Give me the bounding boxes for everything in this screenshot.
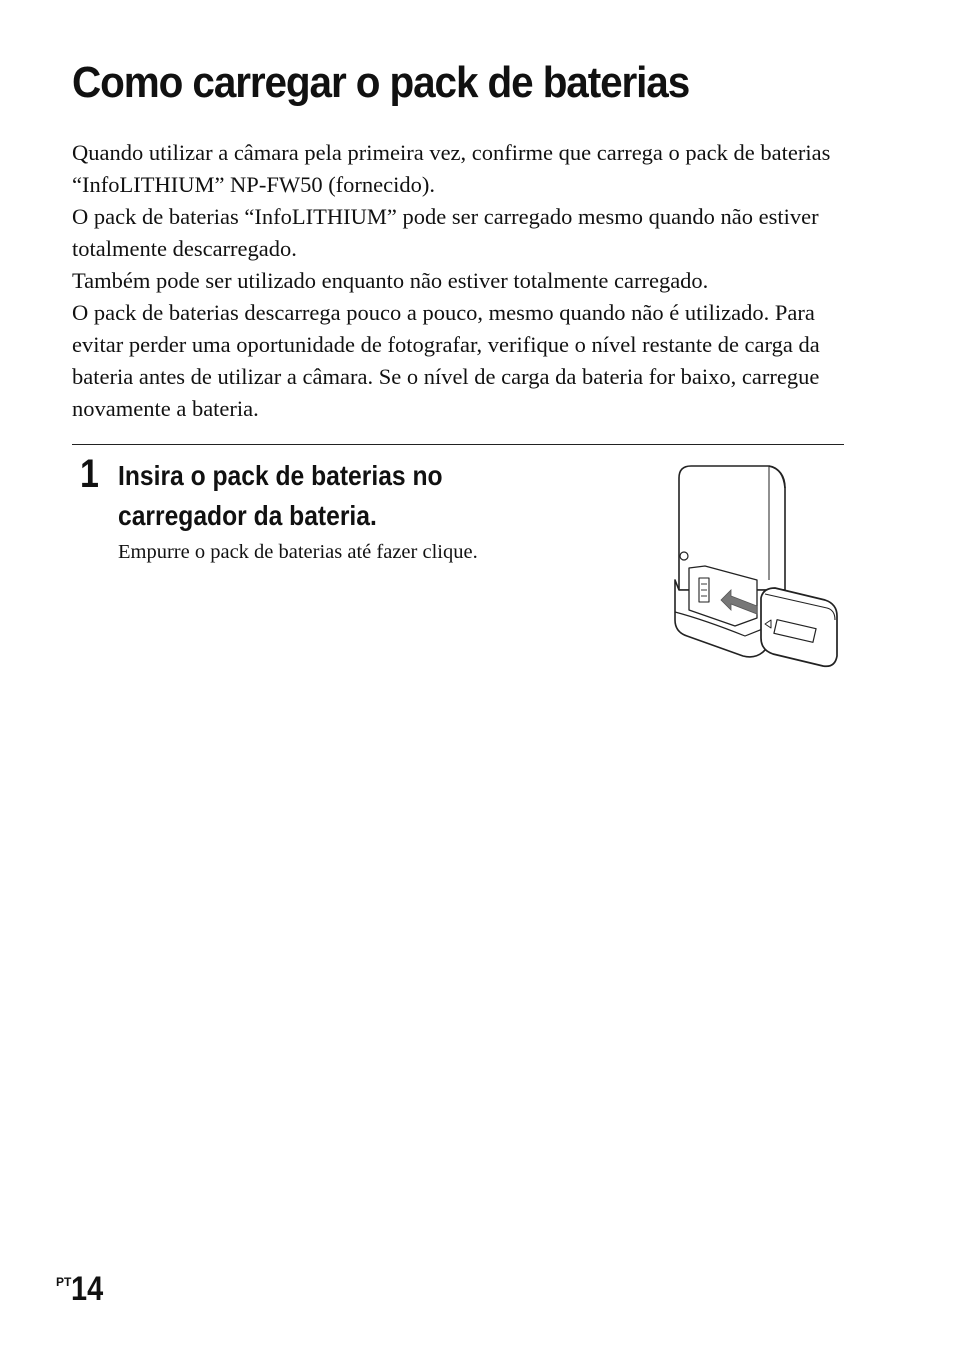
page-number-value: 14 — [71, 1270, 104, 1308]
intro-text — [72, 137, 862, 425]
page-title: Como carregar o pack de baterias — [72, 58, 690, 107]
intro-paragraph: O pack de baterias descarrega pouco a pouco, mesmo quando não é utilizado. Para evitar perder uma oportunidade de fotografar, verifique o nível restante de carga da bateria antes de utilizar a câmara. Se o nível de carga da bateria for baixo, carregue novamente a bateria. — [72, 300, 820, 421]
intro-paragraph: Quando utilizar a câmara pela primeira vez, confirme que carrega o pack de baterias “InfoLITHIUM” NP-FW50 (fornecido). — [72, 140, 831, 197]
step-number: 1 — [80, 452, 99, 496]
battery-charger-illustration — [665, 460, 845, 675]
section-divider — [72, 444, 844, 445]
battery-charger-icon — [665, 460, 845, 675]
intro-paragraph: Também pode ser utilizado enquanto não estiver totalmente carregado. — [72, 268, 709, 293]
intro-paragraph: O pack de baterias “InfoLITHIUM” pode ser carregado mesmo quando não estiver totalmente descarregado. — [72, 204, 819, 261]
page-number — [56, 1270, 109, 1309]
language-code: PT — [56, 1275, 72, 1289]
step-instruction: Empurre o pack de baterias até fazer clique. — [118, 541, 478, 563]
step-heading: Insira o pack de baterias no carregador da bateria. — [118, 460, 443, 531]
